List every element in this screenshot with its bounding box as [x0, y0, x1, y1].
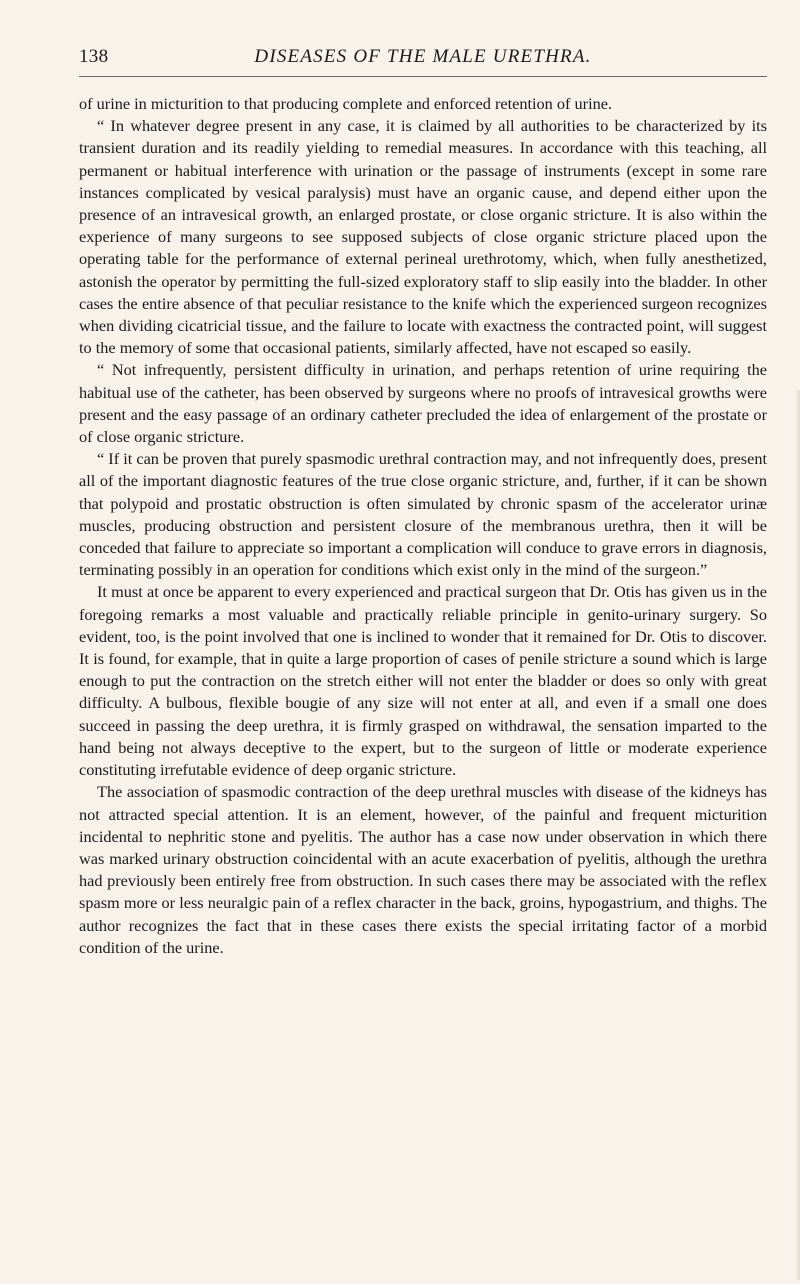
running-title: DISEASES OF THE MALE URETHRA. [254, 46, 592, 67]
running-head [79, 46, 767, 74]
paragraph-2: “ In whatever degree present in any case, it is claimed by all authorities to be characterized by its transient duration and its readily yielding to remedial measures. In accordance with this teaching, all permanent or habitual interference with urination or the passage of instruments (except in some rare instances complicated by vesical paralysis) must have an organic cause, and depend either upon the presence of an intravesical growth, an enlarged prostate, or close organic stricture. It is also within the experience of many surgeons to see supposed subjects of close organic stricture placed upon the operating table for the performance of external perineal urethrotomy, which, when fully anesthetized, astonish the operator by permitting the full-sized exploratory staff to slip easily into the bladder. In other cases the entire absence of that peculiar resistance to the knife which the experienced surgeon recognizes when dividing cicatricial tissue, and the failure to locate with exactness the contracted point, will suggest to the memory of some that occasional patients, similarly affected, have not escaped so easily. [79, 116, 767, 358]
paragraph-5: It must at once be apparent to every experienced and practical surgeon that Dr. Otis has given us in the foregoing remarks a most valuable and practically reliable principle in genito-urinary surgery. So evident, too, is the point involved that one is inclined to wonder that it remained for Dr. Otis to discover. It is found, for example, that in quite a large proportion of cases of penile stricture a sound which is large enough to put the contraction on the stretch either will not enter the bladder or does so only with great difficulty. A bulbous, flexible bougie of any size will not enter at all, and even if a small one does succeed in passing the deep urethra, it is firmly grasped on withdrawal, the sensation imparted to the hand being not always deceptive to the expert, but to the surgeon of little or moderate experience constituting irrefutable evidence of deep organic stricture. [79, 582, 767, 780]
paragraph-1: of urine in micturition to that producing complete and enforced retention of urine. [79, 94, 613, 113]
page-number: 138 [79, 46, 109, 67]
header-rule [79, 76, 767, 77]
paragraph-6: The association of spasmodic contraction of the deep urethral muscles with disease of the kidneys has not attracted special attention. It is an element, however, of the painful and frequent micturition incidental to nephritic stone and pyelitis. The author has a case now under observation in which there was marked urinary obstruction coincidental with an acute exacerbation of pyelitis, although the urethra had previously been entirely free from obstruction. In such cases there may be associated with the reflex spasm more or less neuralgic pain of a reflex character in the back, groins, hypogastrium, and thighs. The author recognizes the fact that in these cases there exists the special irritating factor of a morbid condition of the urine. [79, 782, 767, 957]
book-page [79, 46, 767, 959]
page-edge-shadow [795, 390, 800, 1280]
paragraph-3: “ Not infrequently, persistent difficulty in urination, and perhaps retention of urine requiring the habitual use of the catheter, has been observed by surgeons where no proofs of intravesical growths were present and the easy passage of an ordinary catheter precluded the idea of enlargement of the prostate or of close organic stricture. [79, 360, 767, 447]
body-text [79, 93, 767, 959]
paragraph-4: “ If it can be proven that purely spasmodic urethral contraction may, and not infrequently does, present all of the important diagnostic features of the true close organic stricture, and, further, if it can be shown that polypoid and prostatic obstruction is often simulated by chronic spasm of the accelerator urinæ muscles, producing obstruction and persistent closure of the membranous urethra, then it will be conceded that failure to appreciate so important a complication will conduce to grave errors in diagnosis, terminating possibly in an operation for conditions which exist only in the mind of the surgeon.” [79, 449, 767, 580]
